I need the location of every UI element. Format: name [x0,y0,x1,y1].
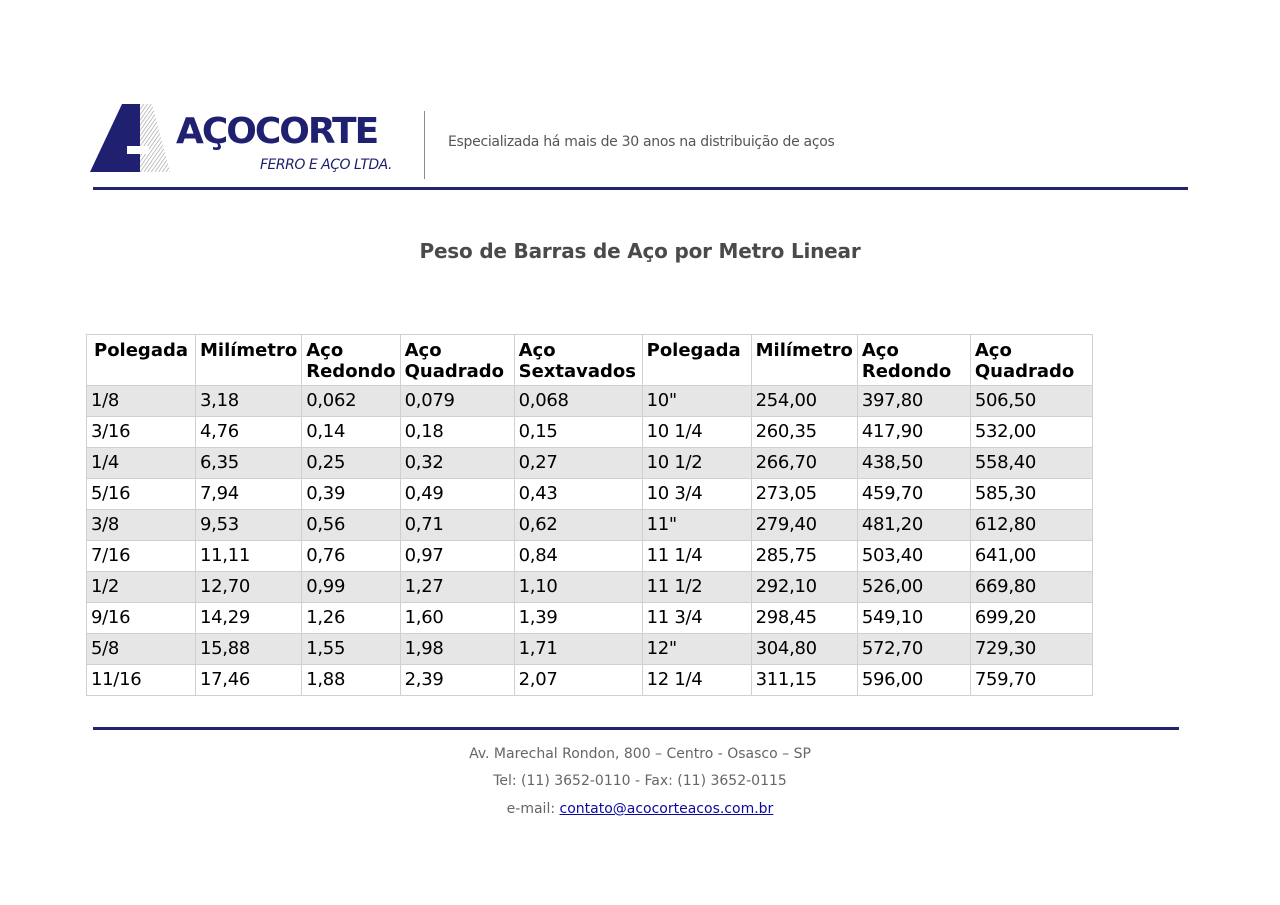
table-cell: 11 3/4 [642,603,751,634]
table-cell: 0,97 [400,541,514,572]
footer-phone: Tel: (11) 3652-0110 - Fax: (11) 3652-0115 [493,773,787,789]
column-header: Aço Redondo [857,335,970,386]
table-cell: 1,27 [400,572,514,603]
table-cell: 0,18 [400,417,514,448]
footer-address: Av. Marechal Rondon, 800 – Centro - Osasco – SP [469,746,811,762]
table-cell: 273,05 [751,479,857,510]
table-cell: 9/16 [87,603,196,634]
header-divider [424,111,425,179]
table-cell: 7/16 [87,541,196,572]
column-header: Polegada [642,335,751,386]
table-cell: 304,80 [751,634,857,665]
table-cell: 7,94 [196,479,302,510]
table-row [87,541,1093,572]
table-cell: 1/2 [87,572,196,603]
brand-name: AÇOCORTE [176,111,378,152]
table-cell: 459,70 [857,479,970,510]
table-cell: 1/8 [87,386,196,417]
table-cell: 0,62 [514,510,642,541]
table-cell: 526,00 [857,572,970,603]
table-row [87,448,1093,479]
table-cell: 0,32 [400,448,514,479]
table-cell: 11/16 [87,665,196,696]
column-header: Polegada [87,335,196,386]
table-cell: 0,43 [514,479,642,510]
table-cell: 15,88 [196,634,302,665]
table-cell: 699,20 [970,603,1092,634]
table-cell: 3/8 [87,510,196,541]
table-header-row [87,335,1093,386]
table-cell: 585,30 [970,479,1092,510]
table-cell: 10 3/4 [642,479,751,510]
table-cell: 1,60 [400,603,514,634]
company-tagline: Especializada há mais de 30 anos na distribuição de aços [448,134,835,150]
table-cell: 279,40 [751,510,857,541]
table-cell: 298,45 [751,603,857,634]
table-cell: 438,50 [857,448,970,479]
table-cell: 1,10 [514,572,642,603]
table-cell: 397,80 [857,386,970,417]
table-cell: 0,15 [514,417,642,448]
table-cell: 1,39 [514,603,642,634]
table-cell: 0,068 [514,386,642,417]
table-cell: 612,80 [970,510,1092,541]
table-cell: 572,70 [857,634,970,665]
column-header: Aço Quadrado [970,335,1092,386]
table-cell: 1,98 [400,634,514,665]
table-cell: 10 1/2 [642,448,751,479]
table-cell: 11 1/4 [642,541,751,572]
table-cell: 11,11 [196,541,302,572]
table-cell: 285,75 [751,541,857,572]
footer-email-line [0,801,1280,817]
table-cell: 1,88 [302,665,400,696]
table-cell: 558,40 [970,448,1092,479]
table-row [87,417,1093,448]
table-cell: 292,10 [751,572,857,603]
table-cell: 12" [642,634,751,665]
table-cell: 506,50 [970,386,1092,417]
table-cell: 260,35 [751,417,857,448]
table-cell: 5/16 [87,479,196,510]
table-cell: 596,00 [857,665,970,696]
table-cell: 10 1/4 [642,417,751,448]
table-cell: 6,35 [196,448,302,479]
column-header: Aço Redondo [302,335,400,386]
table-cell: 0,99 [302,572,400,603]
table-cell: 759,70 [970,665,1092,696]
table-cell: 0,71 [400,510,514,541]
table-cell: 3,18 [196,386,302,417]
brand-subtitle: FERRO E AÇO LTDA. [260,157,392,173]
table-cell: 532,00 [970,417,1092,448]
table-cell: 0,56 [302,510,400,541]
table-cell: 5/8 [87,634,196,665]
table-cell: 1,55 [302,634,400,665]
table-cell: 1,71 [514,634,642,665]
table-row [87,479,1093,510]
column-header: Milímetro [196,335,302,386]
table-cell: 254,00 [751,386,857,417]
column-header: Milímetro [751,335,857,386]
table-cell: 641,00 [970,541,1092,572]
table-cell: 417,90 [857,417,970,448]
table-cell: 0,27 [514,448,642,479]
table-cell: 2,39 [400,665,514,696]
table-row [87,386,1093,417]
table-cell: 0,84 [514,541,642,572]
table-cell: 10" [642,386,751,417]
table-cell: 17,46 [196,665,302,696]
table-cell: 12,70 [196,572,302,603]
table-cell: 3/16 [87,417,196,448]
column-header: Aço Quadrado [400,335,514,386]
table-cell: 14,29 [196,603,302,634]
table-cell: 481,20 [857,510,970,541]
table-cell: 1/4 [87,448,196,479]
table-cell: 0,079 [400,386,514,417]
table-row [87,572,1093,603]
table-cell: 0,49 [400,479,514,510]
table-cell: 311,15 [751,665,857,696]
table-cell: 9,53 [196,510,302,541]
table-cell: 266,70 [751,448,857,479]
table-row [87,665,1093,696]
page-title: Peso de Barras de Aço por Metro Linear [419,239,861,263]
table-cell: 2,07 [514,665,642,696]
header-rule [93,187,1188,190]
table-cell: 11" [642,510,751,541]
table-cell: 11 1/2 [642,572,751,603]
table-cell: 549,10 [857,603,970,634]
company-logo [90,102,390,180]
table-cell: 0,25 [302,448,400,479]
table-cell: 0,062 [302,386,400,417]
table-cell: 503,40 [857,541,970,572]
email-link[interactable]: contato@acocorteacos.com.br [559,801,774,817]
email-label: e-mail: [506,801,560,817]
table-cell: 669,80 [970,572,1092,603]
bar-weight-table [86,334,1093,696]
table-cell: 1,26 [302,603,400,634]
table-row [87,603,1093,634]
table-cell: 0,39 [302,479,400,510]
column-header: Aço Sextavados [514,335,642,386]
table-row [87,634,1093,665]
table-cell: 12 1/4 [642,665,751,696]
table-cell: 0,76 [302,541,400,572]
footer-rule [93,727,1179,730]
table-cell: 729,30 [970,634,1092,665]
table-cell: 4,76 [196,417,302,448]
table-cell: 0,14 [302,417,400,448]
table-row [87,510,1093,541]
